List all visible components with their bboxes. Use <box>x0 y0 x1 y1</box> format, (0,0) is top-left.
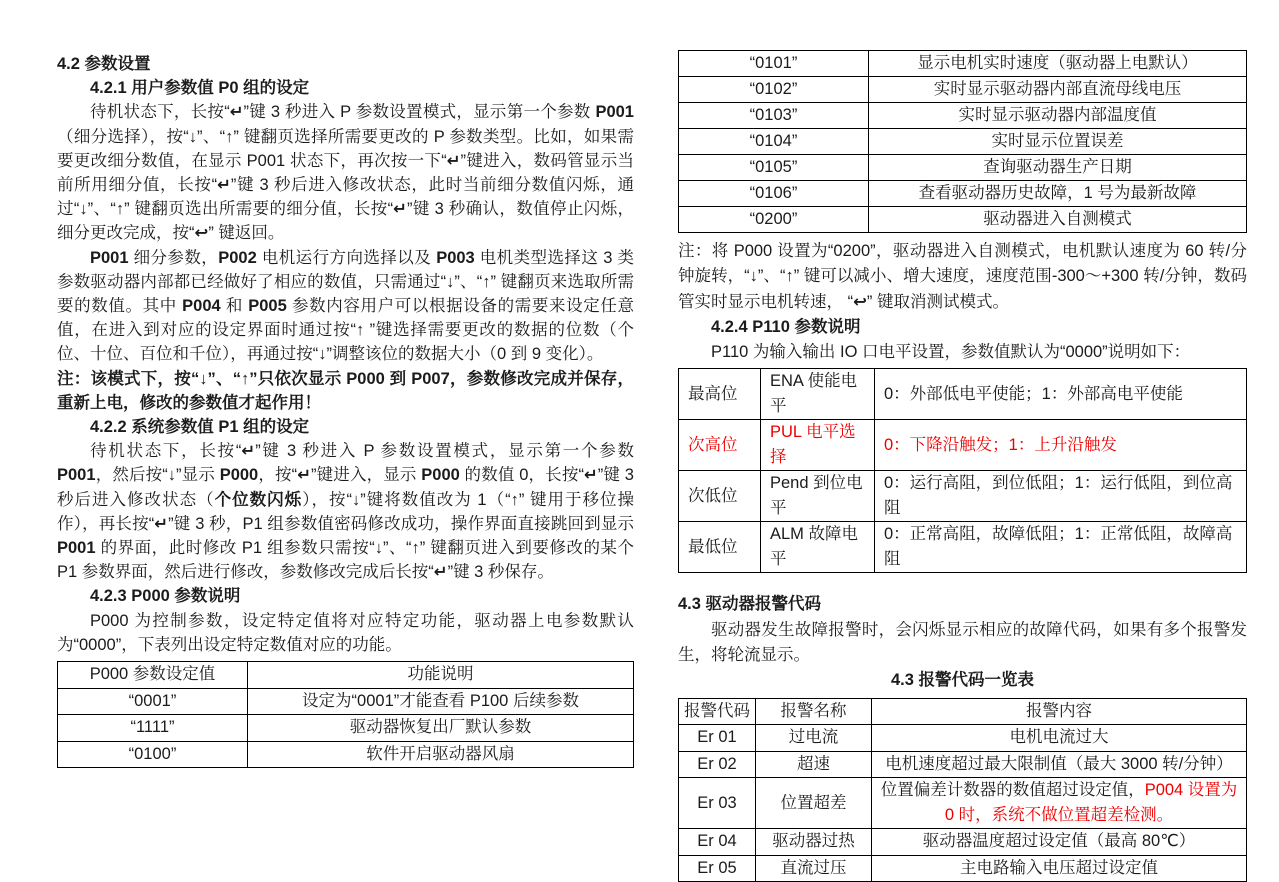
table-row <box>679 103 1247 129</box>
table-row <box>679 369 1247 420</box>
table-cell: “0104” <box>679 129 869 155</box>
table-cell: “0001” <box>58 688 248 715</box>
table-cell: 电机电流过大 <box>872 725 1247 752</box>
table-cell: 实时显示位置误差 <box>869 129 1247 155</box>
enter-key-icon: ↵ <box>433 563 448 582</box>
table-cell: “0105” <box>679 155 869 181</box>
table-header-cell: 功能说明 <box>248 662 634 689</box>
table-row <box>679 829 1247 856</box>
up-arrow-icon: ↑ <box>785 267 794 286</box>
table-row <box>679 778 1247 829</box>
table-header-cell: 报警内容 <box>872 698 1247 725</box>
alarm-table-title: 4.3 报警代码一览表 <box>890 671 1035 690</box>
table-cell: 0：运行高阻，到位低阻；1：运行低阻，到位高阻 <box>875 471 1247 522</box>
table-cell: 超速 <box>756 751 872 778</box>
down-arrow-icon: ↓ <box>188 127 198 146</box>
table-row <box>679 129 1247 155</box>
section-heading-4-2-2: 4.2.2 系统参数值 P1 组的设定 <box>90 418 310 437</box>
table-cell: Er 03 <box>679 778 756 829</box>
table-cell: 主电路输入电压超过设定值 <box>872 855 1247 882</box>
table-cell: “0200” <box>679 207 869 233</box>
enter-key-icon: ↵ <box>229 103 244 122</box>
section-heading-4-2-1: 4.2.1 用户参数值 P0 组的设定 <box>90 79 310 98</box>
table-cell: 实时显示驱动器内部直流母线电压 <box>869 77 1247 103</box>
table-row <box>58 688 634 715</box>
back-key-icon: ↩ <box>194 224 209 243</box>
up-arrow-icon: ↑ <box>115 200 125 219</box>
table-row <box>679 77 1247 103</box>
enter-key-icon: ↵ <box>583 466 598 485</box>
table-cell: 驱动器进入自测模式 <box>869 207 1247 233</box>
table-row <box>58 662 634 689</box>
up-arrow-icon: ↑ <box>355 321 365 340</box>
enter-key-icon: ↵ <box>217 176 231 195</box>
down-arrow-icon: ↓ <box>199 369 208 388</box>
enter-key-icon: ↵ <box>297 466 312 485</box>
table-row <box>679 471 1247 522</box>
up-arrow-icon: ↑ <box>225 127 234 146</box>
table-cell: “0102” <box>679 77 869 103</box>
table-cell: 最低位 <box>679 522 761 573</box>
table-cell: Er 04 <box>679 829 756 856</box>
back-key-icon: ↩ <box>853 292 867 311</box>
note-self-test-mode: 注：将 P000 设置为“0200”，驱动器进入自测模式，电机默认速度为 60 转/分钟旋转，“↓”、“↑” 键可以减小、增大速度，速度范围-300～+300 转/分钟，数码管实时显示电机转速， “↩” 键取消测试模式。 <box>678 242 1247 311</box>
alarm-code-table <box>678 698 1247 882</box>
right-column <box>678 50 1247 882</box>
table-row <box>58 715 634 742</box>
table-cell: “1111” <box>58 715 248 742</box>
enter-key-icon: ↵ <box>154 514 169 533</box>
table-header-cell: 报警名称 <box>756 698 872 725</box>
section-heading-4-2-3: 4.2.3 P000 参数说明 <box>90 587 241 606</box>
section-heading-4-3: 4.3 驱动器报警代码 <box>678 595 822 614</box>
enter-key-icon: ↵ <box>446 151 461 170</box>
table-cell: “0101” <box>679 51 869 77</box>
table-cell: 显示电机实时速度（驱动器上电默认） <box>869 51 1247 77</box>
p000-settings-table-continued <box>678 50 1247 233</box>
table-cell: 驱动器过热 <box>756 829 872 856</box>
down-arrow-icon: ↓ <box>167 466 177 485</box>
table-row <box>679 420 1247 471</box>
table-cell: 软件开启驱动器风扇 <box>248 741 634 768</box>
down-arrow-icon: ↓ <box>79 200 88 219</box>
table-row <box>679 155 1247 181</box>
enter-key-icon: ↵ <box>393 200 407 219</box>
table-cell: 驱动器温度超过设定值（最高 80℃） <box>872 829 1247 856</box>
table-cell: “0103” <box>679 103 869 129</box>
table-cell: ALM 故障电平 <box>761 522 875 573</box>
table-cell: 最高位 <box>679 369 761 420</box>
table-cell: 位置超差 <box>756 778 872 829</box>
left-column <box>57 52 634 768</box>
paragraph-p1-setting: 待机状态下，长按“↵”键 3 秒进入 P 参数设置模式，显示第一个参数 P001，然后按“↓”显示 P000，按“↵”键进入，显示 P000 的数值 0，长按“↵”键 3 秒后进入修改状态（个位数闪烁），按“↓”键将数值改为 1（“↑” 键用于移位操作），再长按“↵”键 3 秒，P1 组参数值密码修改成功，操作界面直接跳回到显示 P001 的界面，此时修改 P1 组参数只需按“↓”、“↑” 键翻页进入到要修改的某个 P1 参数界面，然后进行修改，参数修改完成后长按“↵”键 3 秒保存。 <box>57 442 635 582</box>
table-cell: 次低位 <box>679 471 761 522</box>
up-arrow-icon: ↑ <box>482 272 491 291</box>
table-cell: 电机速度超过最大限制值（最大 3000 转/分钟） <box>872 751 1247 778</box>
table-cell: 次高位 <box>679 420 761 471</box>
table-cell: 设定为“0001”才能查看 P100 后续参数 <box>248 688 634 715</box>
table-cell: Er 01 <box>679 725 756 752</box>
table-cell: Pend 到位电平 <box>761 471 875 522</box>
down-arrow-icon: ↓ <box>374 539 383 558</box>
note-p0-mode: 注：该模式下，按“↓”、“↑”只依次显示 P000 到 P007，参数修改完成并保存，重新上电，修改的参数值才起作用！ <box>57 369 635 412</box>
table-cell: “0106” <box>679 181 869 207</box>
table-header-cell: 报警代码 <box>679 698 756 725</box>
table-header-cell: P000 参数设定值 <box>58 662 248 689</box>
table-row <box>679 522 1247 573</box>
table-cell: “0100” <box>58 741 248 768</box>
table-cell: 查询驱动器生产日期 <box>869 155 1247 181</box>
table-cell: 查看驱动器历史故障，1 号为最新故障 <box>869 181 1247 207</box>
up-arrow-icon: ↑ <box>240 369 250 388</box>
table-cell: PUL 电平选择 <box>761 420 875 471</box>
paragraph-p0-setting-1: 待机状态下，长按“↵”键 3 秒进入 P 参数设置模式，显示第一个参数 P001（细分选择），按“↓”、“↑” 键翻页选择所需要更改的 P 参数类型。比如，如果需要更改细分数值，在显示 P001 状态下，再次按一下“↵”键进入，数码管显示当前所用细分值，长按“↵”键 3 秒后进入修改状态，此时当前细分数值闪烁，通过“↓”、“↑” 键翻页选出所需要的细分值，长按“↵”键 3 秒确认，数值停止闪烁，细分更改完成，按“↩” 键返回。 <box>57 103 635 243</box>
section-heading-4-2-4: 4.2.4 P110 参数说明 <box>711 317 861 336</box>
p000-settings-table <box>57 661 634 768</box>
table-row <box>679 855 1247 882</box>
table-row <box>679 698 1247 725</box>
table-cell: 位置偏差计数器的数值超过设定值，P004 设置为 0 时，系统不做位置超差检测。 <box>872 778 1247 829</box>
table-cell: 过电流 <box>756 725 872 752</box>
table-cell: 0：下降沿触发；1：上升沿触发 <box>875 420 1247 471</box>
table-row <box>58 741 634 768</box>
down-arrow-icon: ↓ <box>318 345 327 364</box>
table-cell: ENA 使能电平 <box>761 369 875 420</box>
paragraph-alarm-description: 驱动器发生故障报警时，会闪烁显示相应的故障代码，如果有多个报警发生，将轮流显示。 <box>678 620 1247 665</box>
table-row <box>679 181 1247 207</box>
paragraph-p0-setting-2: P001 细分参数，P002 电机运行方向选择以及 P003 电机类型选择这 3 类参数驱动器内部都已经做好了相应的数值，只需通过“↓”、“↑” 键翻页来选取所需要的数值。其中 P004 和 P005 参数内容用户可以根据设备的需要来设定任意值，在进入到对应的设定界面时通过按“↑ ”键选择需要更改的数据的位数（个位、十位、百位和千位），再通过按“↓”调整该位的数据大小（0 到 9 变化）。 <box>57 248 635 364</box>
table-cell: Er 05 <box>679 855 756 882</box>
table-row <box>679 725 1247 752</box>
table-cell: 0：正常高阻，故障低阻；1：正常低阻，故障高阻 <box>875 522 1247 573</box>
down-arrow-icon: ↓ <box>749 267 758 286</box>
table-cell: 实时显示驱动器内部温度值 <box>869 103 1247 129</box>
table-row <box>679 207 1247 233</box>
paragraph-p000-description: P000 为控制参数，设定特定值将对应特定功能，驱动器上电参数默认为“0000”，下表列出设定特定数值对应的功能。 <box>57 611 634 654</box>
table-row <box>679 751 1247 778</box>
down-arrow-icon: ↓ <box>446 272 455 291</box>
p110-io-level-table <box>678 368 1247 573</box>
paragraph-p110-description: P110 为输入输出 IO 口电平设置，参数值默认为“0000”说明如下： <box>711 343 1191 362</box>
up-arrow-icon: ↑ <box>411 539 420 558</box>
down-arrow-icon: ↓ <box>351 490 361 509</box>
table-cell: 驱动器恢复出厂默认参数 <box>248 715 634 742</box>
table-cell: Er 02 <box>679 751 756 778</box>
enter-key-icon: ↵ <box>241 442 256 461</box>
table-cell: 0：外部低电平使能；1：外部高电平使能 <box>875 369 1247 420</box>
section-heading-4-2: 4.2 参数设置 <box>57 55 151 73</box>
up-arrow-icon: ↑ <box>510 490 519 509</box>
table-row <box>679 51 1247 77</box>
table-cell: 直流过压 <box>756 855 872 882</box>
